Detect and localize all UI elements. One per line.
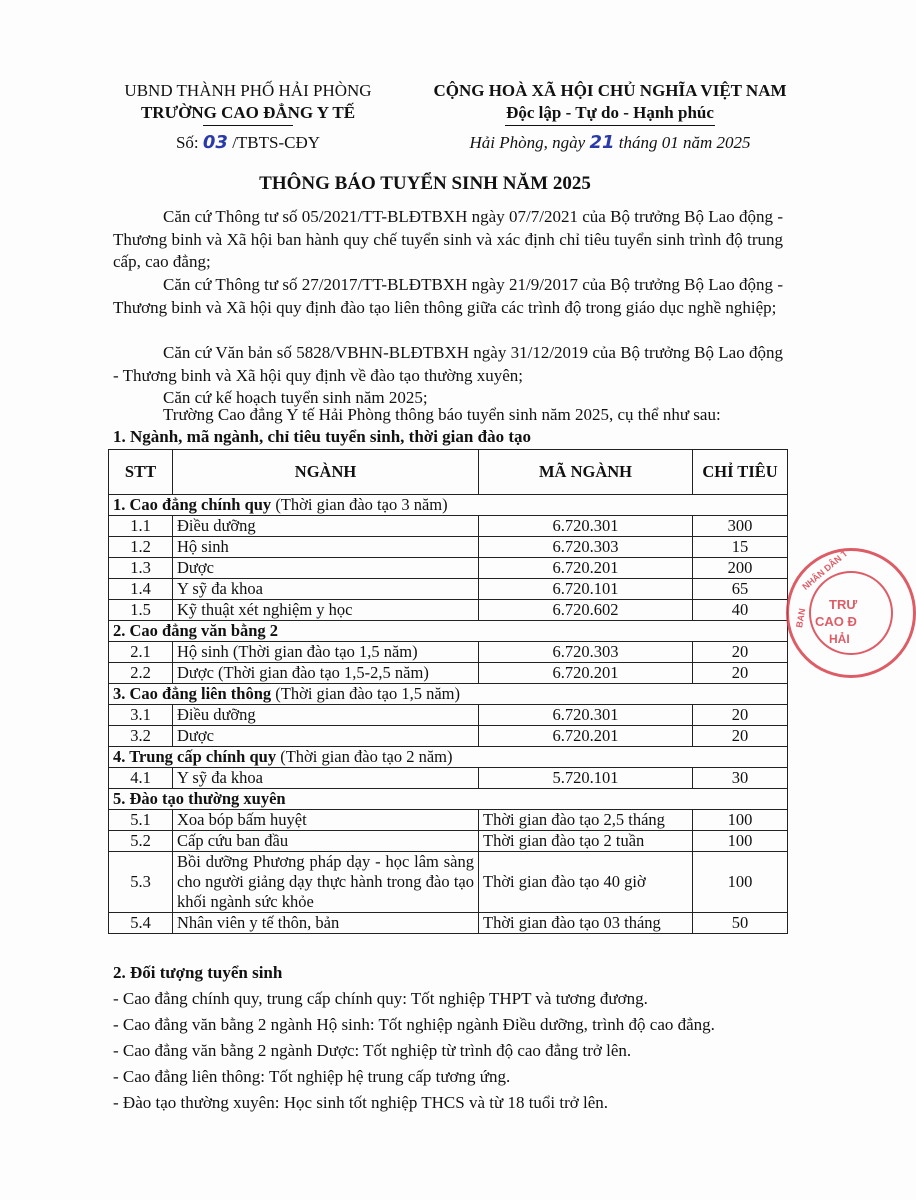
table-row: [109, 558, 788, 579]
cell-major: Điều dưỡng: [173, 516, 479, 537]
date-suffix: tháng 01 năm 2025: [618, 133, 751, 152]
section1-heading: 1. Ngành, mã ngành, chỉ tiêu tuyển sinh, thời gian đào tạo: [113, 427, 531, 446]
cell-major: Nhân viên y tế thôn, bản: [173, 913, 479, 934]
cell-major: Y sỹ đa khoa: [173, 768, 479, 789]
stamp-text-low: HẢI: [829, 632, 850, 646]
admissions-table: [108, 449, 788, 934]
doc-number-suffix: /TBTS-CĐY: [232, 133, 321, 152]
nation-header: [430, 80, 790, 154]
cell-code: 6.720.201: [479, 726, 693, 747]
group-row: [109, 621, 788, 642]
preamble-4: Căn cứ kế hoạch tuyển sinh năm 2025;: [163, 388, 428, 407]
group-note: (Thời gian đào tạo 1,5 năm): [275, 684, 460, 703]
table-row: [109, 537, 788, 558]
table-row: [109, 852, 788, 913]
group-row: [109, 684, 788, 705]
org-header: [108, 80, 388, 154]
header-quota: [693, 450, 788, 495]
preamble-1: Căn cứ Thông tư số 05/2021/TT-BLĐTBXH ngày 07/7/2021 của Bộ trưởng Bộ Lao động - Thương binh và Xã hội ban hành quy chế tuyển sinh và xác định chỉ tiêu tuyển sinh trình độ trung cấp, cao đẳng;: [113, 207, 783, 272]
cell-major: Điều dưỡng: [173, 705, 479, 726]
cell-major: Y sỹ đa khoa: [173, 579, 479, 600]
target-item: - Cao đẳng văn bằng 2 ngành Hộ sinh: Tốt nghiệp ngành Điều dưỡng, trình độ cao đẳng.: [113, 1015, 715, 1034]
cell-code: Thời gian đào tạo 2 tuần: [479, 831, 693, 852]
preamble-3: Căn cứ Văn bản số 5828/VBHN-BLĐTBXH ngày 31/12/2019 của Bộ trưởng Bộ Lao động - Thương binh và Xã hội quy định về đào tạo thường xuyên;: [113, 343, 783, 385]
target-item: - Cao đẳng chính quy, trung cấp chính quy: Tốt nghiệp THPT và tương đương.: [113, 989, 648, 1008]
table-row: [109, 726, 788, 747]
cell-quota: 40: [693, 600, 788, 621]
table-row: [109, 579, 788, 600]
cell-stt: 5.3: [109, 852, 173, 913]
table-header-row: [109, 450, 788, 495]
cell-quota: 100: [693, 810, 788, 831]
cell-code: 6.720.602: [479, 600, 693, 621]
cell-code: 6.720.303: [479, 537, 693, 558]
table-row: [109, 768, 788, 789]
cell-major: Kỹ thuật xét nghiệm y học: [173, 600, 479, 621]
table-row: [109, 705, 788, 726]
cell-quota: 65: [693, 579, 788, 600]
cell-quota: 200: [693, 558, 788, 579]
document-title: THÔNG BÁO TUYỂN SINH NĂM 2025: [259, 173, 591, 194]
official-stamp: [786, 548, 916, 678]
cell-quota: 30: [693, 768, 788, 789]
cell-quota: 20: [693, 726, 788, 747]
cell-major: Dược: [173, 726, 479, 747]
nation-name: CỘNG HOÀ XÃ HỘI CHỦ NGHĨA VIỆT NAM: [433, 81, 787, 100]
org-underline: [203, 125, 293, 126]
cell-stt: 2.1: [109, 642, 173, 663]
cell-code: 6.720.201: [479, 663, 693, 684]
cell-code: 6.720.301: [479, 705, 693, 726]
cell-major: Hộ sinh: [173, 537, 479, 558]
group-title: 3. Cao đẳng liên thông: [113, 684, 272, 703]
date-prefix: Hải Phòng, ngày: [469, 133, 586, 152]
cell-quota: 20: [693, 705, 788, 726]
doc-number-handwritten: 03: [202, 132, 228, 153]
cell-quota: 300: [693, 516, 788, 537]
group-title: 2. Cao đẳng văn bằng 2: [113, 621, 279, 640]
stamp-text-top: TRƯ: [829, 597, 858, 612]
cell-code: 5.720.101: [479, 768, 693, 789]
target-item: - Đào tạo thường xuyên: Học sinh tốt nghiệp THCS và từ 18 tuổi trở lên.: [113, 1093, 609, 1112]
group-title: 4. Trung cấp chính quy: [113, 747, 277, 766]
cell-stt: 3.1: [109, 705, 173, 726]
cell-major: Dược (Thời gian đào tạo 1,5-2,5 năm): [173, 663, 479, 684]
cell-code: Thời gian đào tạo 40 giờ: [479, 852, 693, 913]
motto-underline: [505, 125, 715, 126]
cell-major: Bồi dưỡng Phương pháp dạy - học lâm sàng cho người giảng dạy thực hành trong đào tạo khối ngành sức khỏe: [173, 852, 479, 913]
group-row: [109, 747, 788, 768]
doc-number: [108, 132, 388, 154]
preamble-2: Căn cứ Thông tư số 27/2017/TT-BLĐTBXH ngày 21/9/2017 của Bộ trưởng Bộ Lao động - Thương binh và Xã hội quy định đào tạo liên thông giữa các trình độ trong giáo dục nghề nghiệp;: [113, 275, 783, 317]
stamp-ring-top: NHÂN DÂN T: [800, 548, 850, 592]
stamp-text-mid: CAO Đ: [815, 614, 857, 629]
table-row: [109, 600, 788, 621]
section2-heading: 2. Đối tượng tuyển sinh: [113, 963, 283, 982]
group-note: (Thời gian đào tạo 2 năm): [280, 747, 453, 766]
target-item: - Cao đẳng văn bằng 2 ngành Dược: Tốt nghiệp từ trình độ cao đẳng trở lên.: [113, 1041, 632, 1060]
group-row: [109, 495, 788, 516]
cell-code: Thời gian đào tạo 03 tháng: [479, 913, 693, 934]
header-quota-label: CHỈ TIÊU: [702, 462, 778, 481]
cell-quota: 100: [693, 852, 788, 913]
header-major: NGÀNH: [173, 450, 479, 495]
date-day-handwritten: 21: [589, 132, 615, 153]
cell-code: 6.720.301: [479, 516, 693, 537]
cell-stt: 3.2: [109, 726, 173, 747]
cell-major: Xoa bóp bấm huyệt: [173, 810, 479, 831]
group-row: [109, 789, 788, 810]
stamp-ring-left: BAN: [794, 607, 808, 629]
table-row: [109, 831, 788, 852]
table-row: [109, 913, 788, 934]
cell-quota: 100: [693, 831, 788, 852]
cell-code: 6.720.201: [479, 558, 693, 579]
stamp-inner-ring: [809, 571, 893, 655]
header-stt: STT: [109, 450, 173, 495]
cell-stt: 2.2: [109, 663, 173, 684]
cell-quota: 15: [693, 537, 788, 558]
org-name: TRƯỜNG CAO ĐẲNG Y TẾ: [140, 103, 356, 122]
cell-stt: 1.5: [109, 600, 173, 621]
cell-stt: 5.1: [109, 810, 173, 831]
cell-major: Dược: [173, 558, 479, 579]
table-row: [109, 663, 788, 684]
cell-quota: 20: [693, 663, 788, 684]
table-row: [109, 516, 788, 537]
cell-code: 6.720.303: [479, 642, 693, 663]
header-code: MÃ NGÀNH: [479, 450, 693, 495]
nation-motto: Độc lập - Tự do - Hạnh phúc: [506, 103, 714, 122]
target-item: - Cao đẳng liên thông: Tốt nghiệp hệ trung cấp tương ứng.: [113, 1067, 511, 1086]
cell-stt: 5.4: [109, 913, 173, 934]
cell-stt: 1.1: [109, 516, 173, 537]
cell-quota: 50: [693, 913, 788, 934]
doc-number-prefix: Số:: [175, 133, 199, 152]
group-note: (Thời gian đào tạo 3 năm): [275, 495, 448, 514]
doc-date: [430, 132, 790, 154]
group-title: 5. Đào tạo thường xuyên: [113, 789, 286, 808]
group-title: 1. Cao đẳng chính quy: [113, 495, 272, 514]
cell-major: Cấp cứu ban đầu: [173, 831, 479, 852]
cell-quota: 20: [693, 642, 788, 663]
cell-stt: 5.2: [109, 831, 173, 852]
cell-stt: 1.2: [109, 537, 173, 558]
table-row: [109, 642, 788, 663]
cell-code: Thời gian đào tạo 2,5 tháng: [479, 810, 693, 831]
cell-stt: 1.3: [109, 558, 173, 579]
cell-stt: 4.1: [109, 768, 173, 789]
preamble-5: Trường Cao đẳng Y tế Hải Phòng thông báo tuyển sinh năm 2025, cụ thể như sau:: [163, 405, 721, 424]
table-row: [109, 810, 788, 831]
cell-stt: 1.4: [109, 579, 173, 600]
cell-code: 6.720.101: [479, 579, 693, 600]
cell-major: Hộ sinh (Thời gian đào tạo 1,5 năm): [173, 642, 479, 663]
org-parent: UBND THÀNH PHỐ HẢI PHÒNG: [124, 81, 372, 100]
